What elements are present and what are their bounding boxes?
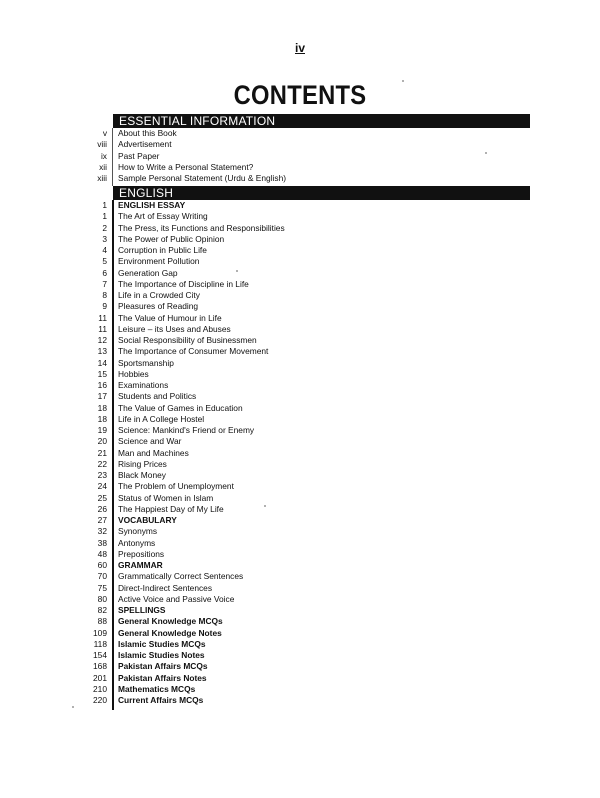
toc-page-number: 154 bbox=[93, 650, 107, 660]
toc-entry bbox=[0, 268, 600, 279]
toc-page-number: 32 bbox=[97, 526, 107, 537]
toc-page-number: 11 bbox=[98, 312, 107, 323]
toc-entry bbox=[0, 162, 600, 173]
toc-entry bbox=[0, 200, 600, 211]
toc-entry bbox=[0, 279, 600, 290]
toc-page-number: 22 bbox=[97, 458, 107, 469]
toc-entry-label: SPELLINGS bbox=[118, 605, 166, 615]
toc-entry-label: General Knowledge MCQs bbox=[118, 616, 223, 627]
toc-entry bbox=[0, 380, 600, 391]
page-title: CONTENTS bbox=[233, 80, 367, 110]
toc-entry bbox=[0, 538, 600, 549]
toc-entry-label: How to Write a Personal Statement? bbox=[118, 161, 254, 172]
toc-page-number: 7 bbox=[102, 278, 107, 289]
toc-entry-label: Generation Gap bbox=[118, 267, 178, 278]
toc-entry-label: Pakistan Affairs Notes bbox=[118, 672, 207, 683]
toc-entry bbox=[0, 504, 600, 515]
toc-entry bbox=[0, 346, 600, 357]
toc-page-number: 11 bbox=[98, 323, 107, 334]
toc-entry-label: Active Voice and Passive Voice bbox=[118, 593, 235, 604]
toc-page-number: 60 bbox=[97, 560, 107, 570]
toc-entry-label: Past Paper bbox=[118, 150, 160, 161]
toc-page-number: 14 bbox=[97, 357, 107, 368]
toc-entry-label: VOCABULARY bbox=[118, 515, 177, 525]
toc-page-number: 23 bbox=[97, 470, 107, 480]
toc-entry bbox=[0, 139, 600, 150]
toc-entry bbox=[0, 223, 600, 234]
toc-entry bbox=[0, 403, 600, 414]
toc-entry bbox=[0, 583, 600, 594]
toc-entry bbox=[0, 173, 600, 184]
scan-speck bbox=[264, 505, 266, 507]
toc-page-number: 5 bbox=[102, 256, 107, 267]
toc-entry bbox=[0, 549, 600, 560]
toc-entry bbox=[0, 369, 600, 380]
toc-page-number: 48 bbox=[97, 548, 107, 559]
toc-page-number: 12 bbox=[97, 335, 107, 345]
toc-entry bbox=[0, 526, 600, 537]
toc-entry-label: Environment Pollution bbox=[118, 256, 200, 267]
toc-page-number: 82 bbox=[97, 605, 107, 615]
toc-page-number: 88 bbox=[97, 616, 107, 627]
scan-speck bbox=[72, 706, 74, 708]
toc-entry bbox=[0, 324, 600, 335]
english-list bbox=[0, 200, 600, 706]
toc-entry-label: Sample Personal Statement (Urdu & English) bbox=[118, 173, 287, 183]
toc-entry bbox=[0, 256, 600, 267]
toc-entry-label: Leisure – its Uses and Abuses bbox=[118, 323, 231, 334]
toc-page-number: 201 bbox=[93, 672, 107, 683]
toc-entry-label: Grammatically Correct Sentences bbox=[118, 571, 244, 582]
toc-entry-label: Man and Machines bbox=[118, 447, 189, 458]
toc-entry bbox=[0, 425, 600, 436]
section-heading-english: ENGLISH bbox=[113, 186, 530, 200]
section-heading-essential: ESSENTIAL INFORMATION bbox=[113, 114, 530, 128]
toc-entry bbox=[0, 594, 600, 605]
toc-page-number: 118 bbox=[93, 638, 107, 649]
toc-entry bbox=[0, 414, 600, 425]
toc-entry bbox=[0, 571, 600, 582]
toc-page-number: 3 bbox=[102, 233, 107, 244]
page-number: iv bbox=[294, 41, 305, 55]
toc-page-number: 6 bbox=[102, 267, 107, 278]
toc-entry-label: The Problem of Unemployment bbox=[118, 481, 234, 492]
toc-page-number: 18 bbox=[97, 413, 107, 424]
toc-entry bbox=[0, 358, 600, 369]
toc-entry-label: Islamic Studies Notes bbox=[118, 650, 205, 660]
toc-page-number: 75 bbox=[97, 582, 107, 593]
toc-page-number: 70 bbox=[97, 571, 107, 582]
toc-entry-label: Examinations bbox=[118, 380, 169, 390]
toc-entry bbox=[0, 481, 600, 492]
toc-entry-label: Students and Politics bbox=[118, 391, 197, 402]
scan-speck bbox=[485, 152, 487, 154]
toc-page-number: 19 bbox=[97, 425, 107, 435]
toc-entry-label: The Power of Public Opinion bbox=[118, 233, 225, 244]
toc-entry-label: Islamic Studies MCQs bbox=[118, 638, 206, 649]
toc-entry-label: The Importance of Discipline in Life bbox=[118, 278, 249, 289]
toc-page-number: 4 bbox=[102, 245, 107, 255]
toc-page-number: 13 bbox=[97, 346, 107, 357]
toc-entry bbox=[0, 459, 600, 470]
toc-entry bbox=[0, 301, 600, 312]
toc-page-number: 16 bbox=[97, 380, 107, 390]
toc-entry bbox=[0, 673, 600, 684]
toc-entry bbox=[0, 335, 600, 346]
toc-entry-label: The Press, its Functions and Responsibilities bbox=[118, 222, 285, 233]
toc-page-number: 24 bbox=[97, 481, 107, 492]
toc-entry-label: Life in a Crowded City bbox=[118, 290, 200, 300]
toc-entry-label: The Value of Humour in Life bbox=[118, 312, 222, 323]
toc-page-number: v bbox=[102, 128, 107, 138]
toc-entry-label: The Happiest Day of My Life bbox=[118, 503, 224, 514]
toc-entry bbox=[0, 639, 600, 650]
toc-page-number: xiii bbox=[97, 173, 107, 183]
toc-entry-label: Hobbies bbox=[118, 368, 149, 379]
toc-page-number: 1 bbox=[102, 200, 107, 210]
toc-entry-label: Corruption in Public Life bbox=[118, 245, 207, 255]
toc-entry-label: The Art of Essay Writing bbox=[118, 211, 208, 222]
toc-entry-label: Pakistan Affairs MCQs bbox=[118, 661, 208, 672]
toc-entry-label: Synonyms bbox=[118, 526, 158, 537]
toc-entry-label: General Knowledge Notes bbox=[118, 627, 222, 638]
toc-page-number: ix bbox=[100, 150, 107, 161]
toc-entry bbox=[0, 695, 600, 706]
toc-page-number: 210 bbox=[93, 683, 107, 694]
toc-entry bbox=[0, 616, 600, 627]
toc-entry-label: The Value of Games in Education bbox=[118, 402, 243, 413]
toc-page-number: 27 bbox=[97, 515, 107, 525]
toc-entry bbox=[0, 560, 600, 571]
toc-entry bbox=[0, 605, 600, 616]
toc-entry bbox=[0, 151, 600, 162]
toc-page-number: 8 bbox=[102, 290, 107, 300]
toc-page-number: viii bbox=[97, 139, 107, 150]
toc-entry bbox=[0, 448, 600, 459]
toc-page-number: 25 bbox=[97, 492, 107, 503]
toc-entry bbox=[0, 493, 600, 504]
toc-entry bbox=[0, 515, 600, 526]
toc-page-number: 18 bbox=[97, 402, 107, 413]
toc-entry-label: Sportsmanship bbox=[118, 357, 174, 368]
toc-entry-label: ENGLISH ESSAY bbox=[118, 200, 186, 210]
toc-entry-label: Prepositions bbox=[118, 548, 165, 559]
toc-entry bbox=[0, 128, 600, 139]
toc-entry-label: About this Book bbox=[118, 128, 177, 138]
toc-page-number: 109 bbox=[93, 627, 107, 638]
toc-entry-label: Rising Prices bbox=[118, 458, 167, 469]
toc-entry-label: GRAMMAR bbox=[118, 560, 163, 570]
toc-entry-label: Advertisement bbox=[118, 139, 172, 150]
toc-entry bbox=[0, 661, 600, 672]
toc-page-number: 20 bbox=[97, 436, 107, 447]
toc-entry-label: Direct-Indirect Sentences bbox=[118, 582, 213, 593]
toc-entry-label: Science and War bbox=[118, 436, 182, 447]
toc-entry bbox=[0, 211, 600, 222]
toc-entry bbox=[0, 290, 600, 301]
toc-page-number: 9 bbox=[102, 301, 107, 312]
toc-page-number: 38 bbox=[97, 537, 107, 548]
toc-entry-label: Social Responsibility of Businessmen bbox=[118, 335, 257, 345]
scan-speck bbox=[236, 270, 238, 272]
scan-speck bbox=[402, 80, 404, 82]
essential-list bbox=[0, 128, 600, 184]
toc-entry-label: Current Affairs MCQs bbox=[118, 695, 204, 705]
toc-page-number: 80 bbox=[97, 593, 107, 604]
toc-entry bbox=[0, 470, 600, 481]
toc-entry bbox=[0, 684, 600, 695]
toc-entry bbox=[0, 650, 600, 661]
toc-entry-label: Pleasures of Reading bbox=[118, 301, 199, 312]
toc-page-number: 220 bbox=[93, 695, 107, 705]
toc-entry bbox=[0, 245, 600, 256]
toc-entry bbox=[0, 436, 600, 447]
toc-page-number: 168 bbox=[93, 661, 107, 672]
toc-entry bbox=[0, 391, 600, 402]
toc-entry-label: Science: Mankind's Friend or Enemy bbox=[118, 425, 255, 435]
toc-page-number: 21 bbox=[97, 447, 107, 458]
toc-entry-label: Status of Women in Islam bbox=[118, 492, 214, 503]
toc-entry bbox=[0, 313, 600, 324]
toc-page-number: xii bbox=[99, 161, 107, 172]
toc-entry bbox=[0, 628, 600, 639]
toc-entry-label: Antonyms bbox=[118, 537, 156, 548]
toc-entry-label: Black Money bbox=[118, 470, 166, 480]
toc-page-number: 26 bbox=[97, 503, 107, 514]
toc-page-number: 17 bbox=[97, 391, 107, 402]
toc-entry bbox=[0, 234, 600, 245]
toc-entry-label: Life in A College Hostel bbox=[118, 413, 205, 424]
toc-page-number: 15 bbox=[97, 368, 107, 379]
toc-page-number: 1 bbox=[102, 211, 107, 222]
toc-entry-label: Mathematics MCQs bbox=[118, 683, 196, 694]
toc-page-number: 2 bbox=[102, 222, 107, 233]
toc-entry-label: The Importance of Consumer Movement bbox=[118, 346, 269, 357]
